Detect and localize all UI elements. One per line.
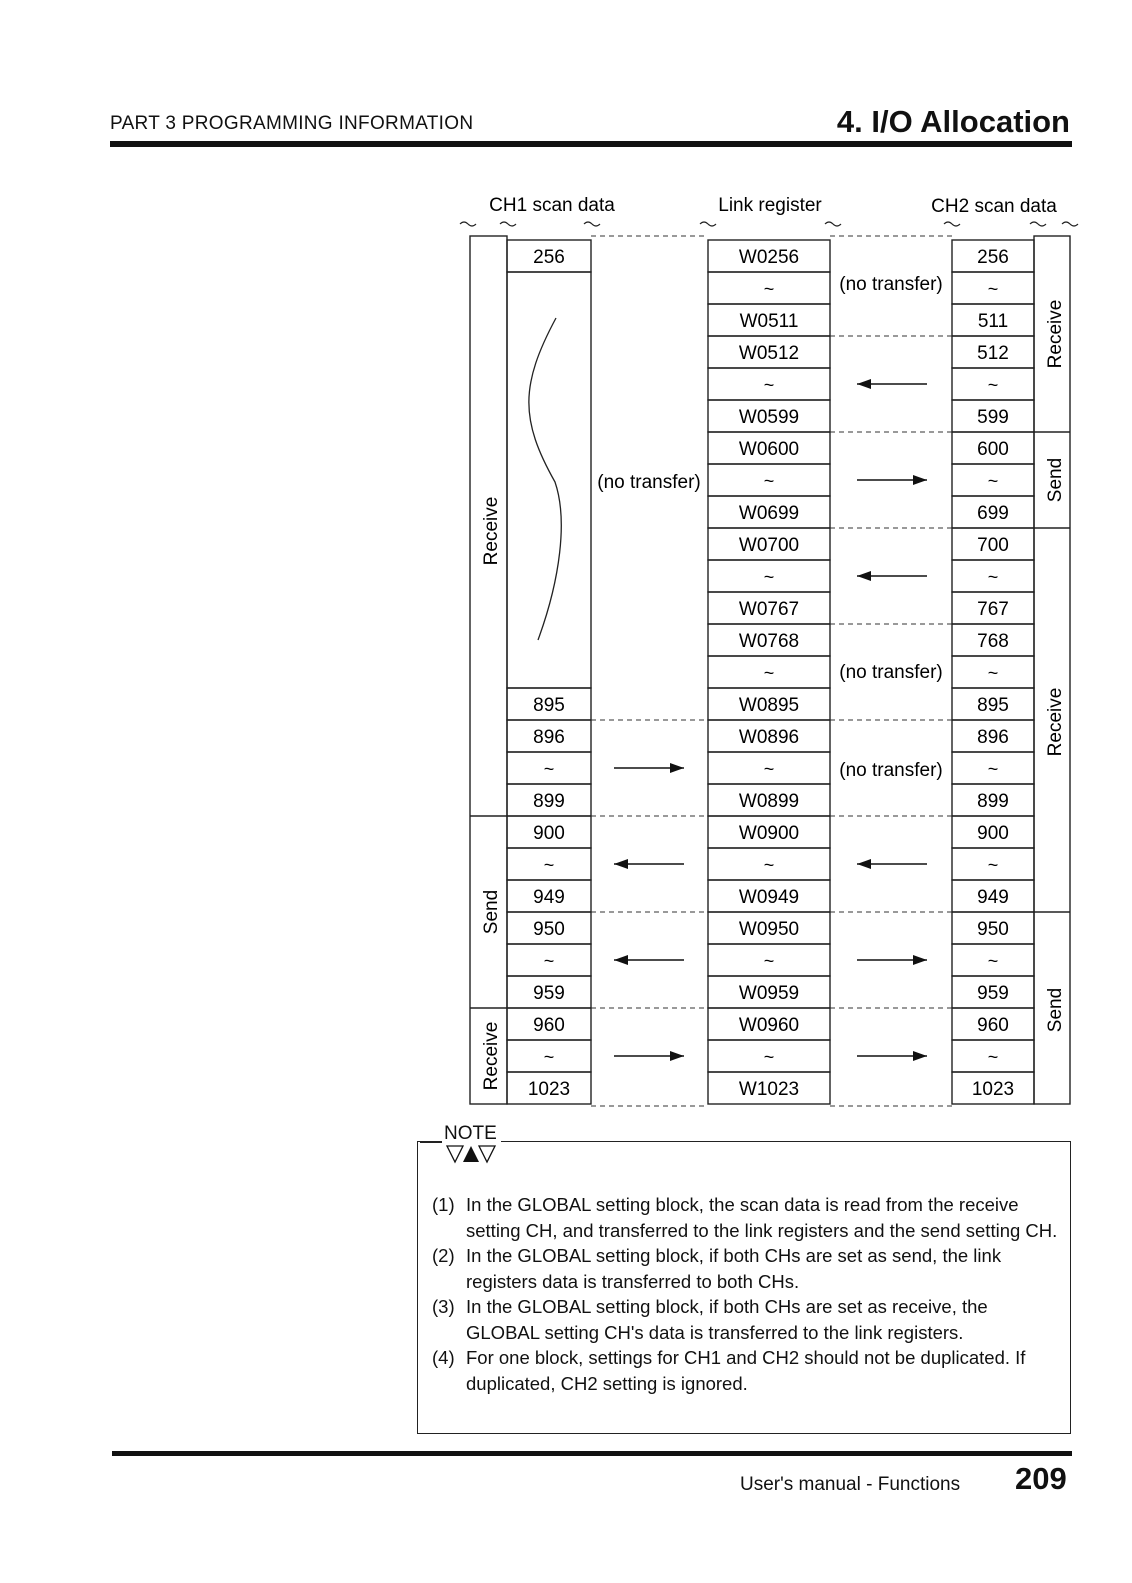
ch1-cell-value: 900 [533,823,565,844]
ch2-cell-value: 599 [977,407,1009,428]
link-cell-value: W0949 [738,887,800,908]
link-cell-value: W0900 [738,823,800,844]
ch1-side-labels [481,497,502,1091]
ch1-cell-value: ~ [543,951,555,971]
note-item-number: (4) [432,1347,455,1368]
ch2-cell-value: 600 [977,439,1009,460]
ch1-cell-value: 950 [533,919,565,940]
link-cell-value: W0511 [739,311,799,332]
bracket-mark [584,222,600,226]
ch1-no-transfer-label: (no transfer) [597,472,701,493]
ch1-cell-value: ~ [543,759,555,779]
ch2-side-label-send: Send [1045,457,1066,503]
ch2-cell-value: 511 [977,311,1009,332]
link-cell-value: ~ [763,759,775,779]
ch1-side-label-receive: Receive [481,496,502,566]
ch2-side-label-send-2: Send [1045,987,1066,1033]
link-cell-value: ~ [763,567,775,587]
ch2-cell-value: 699 [977,503,1009,524]
ch2-side-label-receive-2: Receive [1045,687,1066,757]
ch2-cell-value: 900 [977,823,1009,844]
ch2-cell-value: ~ [987,759,999,779]
ch2-no-transfer-label-3: (no transfer) [839,760,943,781]
arrow-right-icon [857,1051,927,1061]
ch2-cell-value: 950 [977,919,1009,940]
ch2-side-labels [1045,300,1066,1033]
ch2-cell-value: 949 [977,887,1009,908]
note-list [432,1192,1062,1396]
ch2-cell-value: ~ [987,471,999,491]
arrow-right-icon [857,475,927,485]
note-item-number: (1) [432,1194,455,1215]
ch2-cell-value: 895 [977,695,1009,716]
bracket-mark [825,222,841,226]
ch1-cell-value: ~ [543,1047,555,1067]
ch1-cell-value: 1023 [527,1079,571,1100]
ch2-cell-value: 256 [977,247,1009,268]
link-cell-value: W0767 [738,599,800,620]
note-item [432,1243,1062,1294]
ch1-cell-value: 949 [533,887,565,908]
link-cell-value: ~ [763,375,775,395]
arrow-left-icon [614,859,684,869]
note-title-text: NOTE [444,1123,497,1144]
note-item [432,1294,1062,1345]
bracket-mark [460,222,476,226]
link-cell-value: W0895 [738,695,800,716]
ch1-column [470,236,591,1104]
note-item-text: In the GLOBAL setting block, if both CHs are set as send, the link registers data is transferred to both CHs. [466,1245,1002,1292]
ch2-cell-value: 960 [977,1015,1009,1036]
ch2-header: CH2 scan data [931,196,1057,217]
link-cell-value: W0699 [738,503,800,524]
ch2-cell-value: 899 [977,791,1009,812]
ch1-cell-value: 895 [533,695,565,716]
ch2-cell-value: ~ [987,1047,999,1067]
link-header: Link register [718,195,822,216]
link-cell-value: W0512 [738,343,800,364]
note-item-text: In the GLOBAL setting block, the scan data is read from the receive setting CH, and transferred to the link registers and the send setting CH. [466,1194,1058,1241]
ch1-cell-value: 960 [533,1015,565,1036]
arrow-right-icon [857,955,927,965]
bracket-mark [944,222,960,226]
ch2-cell-value: ~ [987,375,999,395]
ch1-side-frame [470,236,507,1104]
ch2-cell-value: 700 [977,535,1009,556]
ch2-cell-value: ~ [987,855,999,875]
link-cell-value: W0599 [738,407,800,428]
ch2-cell-value: 768 [977,631,1009,652]
arrow-left-icon [857,859,927,869]
ch1-omission-curve [529,318,561,640]
link-cell-value: W0700 [738,535,800,556]
note-item [432,1192,1062,1243]
link-cell-value: W0950 [738,919,800,940]
ch1-cell-value: 899 [533,791,565,812]
arrow-left-icon [614,955,684,965]
ch1-header: CH1 scan data [489,195,615,216]
ch2-cell-value: 959 [977,983,1009,1004]
ch1-cell-value: 896 [533,727,565,748]
note-item-number: (2) [432,1245,455,1266]
ch2-cell-value: ~ [987,279,999,299]
footer-manual-label: User's manual - Functions [740,1474,961,1495]
ch2-no-transfer-label-2: (no transfer) [839,662,943,683]
link-cell-value: W0896 [738,727,800,748]
ch2-cell-value: 767 [977,599,1009,620]
link-cell-value: ~ [763,471,775,491]
link-cell-value: ~ [763,663,775,683]
link-cell-value: W0960 [738,1015,800,1036]
link-cell-value: W0899 [738,791,800,812]
ch2-cell-value: ~ [987,951,999,971]
note-item-text: For one block, settings for CH1 and CH2 should not be duplicated. If duplicated, CH2 setting is ignored. [466,1347,1026,1394]
footer-page-number: 209 [1015,1461,1067,1496]
link-cell-value: W0256 [738,247,800,268]
column-boundary-marks [460,222,1078,226]
header-section-title: PART 3 PROGRAMMING INFORMATION [110,113,474,134]
bracket-mark [1062,222,1078,226]
ch1-side-label-send: Send [481,889,502,935]
ch2-cell-value: 1023 [971,1079,1015,1100]
link-register-column [708,240,830,1104]
bracket-mark [500,222,516,226]
ch2-cell-value: ~ [987,567,999,587]
link-cell-value: ~ [763,951,775,971]
ch2-cell-value: ~ [987,663,999,683]
ch1-side-label-receive-2: Receive [481,1021,502,1091]
link-cell-value: W0768 [738,631,800,652]
bracket-mark [700,222,716,226]
note-item-number: (3) [432,1296,455,1317]
bracket-mark [1030,222,1046,226]
ch2-no-transfer-label-1: (no transfer) [839,274,943,295]
arrow-left-icon [857,379,927,389]
link-cell-value: ~ [763,1047,775,1067]
note-warning-icon [446,1144,496,1166]
link-cell-value: W1023 [738,1079,800,1100]
arrow-left-icon [857,571,927,581]
arrow-right-icon [614,763,684,773]
note-item-text: In the GLOBAL setting block, if both CHs are set as receive, the GLOBAL setting CH's data is transferred to the link registers. [466,1296,988,1343]
note-item [432,1345,1062,1396]
ch1-cell-value: 959 [533,983,565,1004]
link-cell-value: ~ [763,855,775,875]
ch1-cell-value: 256 [533,247,565,268]
ch1-omitted-region [507,272,591,688]
note-title [420,1123,501,1145]
header-chapter-title: 4. I/O Allocation [836,104,1070,139]
ch2-cell-value: 512 [977,343,1009,364]
ch2-cell-value: 896 [977,727,1009,748]
ch2-side-label-receive: Receive [1045,299,1066,369]
ch1-cell-value: ~ [543,855,555,875]
link-cell-value: W0959 [738,983,800,1004]
footer-rule [112,1451,1072,1456]
link-cell-value: W0600 [738,439,800,460]
link-cell-value: ~ [763,279,775,299]
arrow-right-icon [614,1051,684,1061]
